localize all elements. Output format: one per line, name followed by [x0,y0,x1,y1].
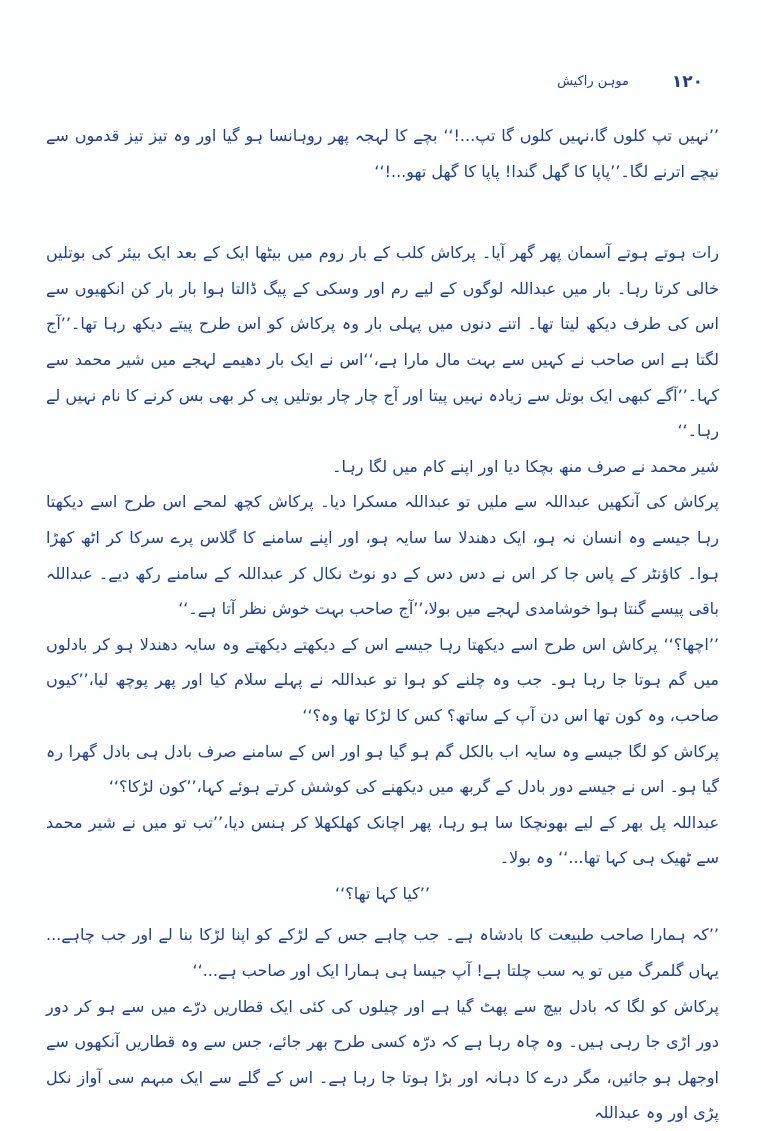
page-header [0,72,761,100]
paragraph-eyes-meet: پرکاش کی آنکھیں عبداللہ سے ملیں تو عبداللہ مسکرا دیا۔ پرکاش کچھ لمحے اس طرح اسے دیکھتا رہا جیسے وہ انسان نہ ہو، ایک دھندلا سا سایہ ہو، اور اپنے سامنے کا گلاس پرے سرکا کر اٹھ کھڑا ہوا۔ کاؤنٹر کے پاس جا کر اس نے دس دس کے دو نوٹ نکال کر عبداللہ کے سامنے رکھ دیے۔ عبداللہ باقی پیسے گنتا ہوا خوشامدی لہجے میں بولا،’’آج صاحب بہت خوش نظر آتا ہے۔‘‘ [46,492,719,619]
page-number: ۱۲۰ [671,72,703,92]
paragraph-sher-mohammad: شیر محمد نے صرف منھ بچکا دیا اور اپنے کام میں لگا رہا۔ [332,456,719,476]
paragraph-bar-room: رات ہوتے ہوتے آسمان پھر گھر آیا۔ پرکاش کلب کے بار روم میں بیٹھا ایک کے بعد ایک بیئر کی بوتلیں خالی کرتا رہا۔ بار میں عبداللہ لوگوں کے لیے رم اور وسکی کے پیگ ڈالتا ہوا بار بار کن انکھیوں سے اس کی طرف دیکھ لیتا تھا۔ اتنے دنوں میں پہلی بار وہ پرکاش کو اس طرح پیتے دیکھ رہا تھا۔’’آج لگتا ہے اس صاحب نے کہیں سے بہت مال مارا ہے،‘‘اس نے ایک بار دھیمے لہجے میں شیر محمد سے کہا۔’’آگے کبھی ایک بوتل سے زیادہ نہیں پیتا اور آج چار چار بوتلیں پی کر بھی بس کرنے کا نام نہیں لے رہا۔‘‘ [46,243,719,441]
section-break [46,189,719,235]
body-text [46,118,719,1131]
paragraph-abdullah-laughs: عبداللہ پل بھر کے لیے بھونچکا سا ہو رہا، پھر اچانک کھلکھلا کر ہنس دیا،’’تب تو میں نے شیر محمد سے ٹھیک ہی کہا تھا...‘‘ وہ بولا۔ [46,812,719,868]
paragraph-who-was-he: ’’اچھا؟‘‘ پرکاش اس طرح اسے دیکھتا رہا جیسے اس کے دیکھتے دیکھتے وہ سایہ دھندلا ہو کر بادلوں میں گم ہوتا جا رہا ہو۔ جب وہ چلنے کو ہوا تو عبداللہ نے پہلے سلام کیا اور پھر پوچھ لیا،’’کیوں صاحب، وہ کون تھا اس دن آپ کے ساتھ؟ کس کا لڑکا تھا وہ؟‘‘ [46,634,719,725]
paragraph-child-exit: ’’نہیں تپ کلوں گا،نہیں کلوں گا تپ...!‘‘ بچے کا لہجہ پھر روہانسا ہو گیا اور وہ تیز تیز قدموں سے نیچے اترنے لگا۔’’پاپا کا گھل گندا! پاپا کا گھل تھو...!‘‘ [46,126,719,181]
paragraph-king-of-temper: ’’کہ ہمارا صاحب طبیعت کا بادشاہ ہے۔ جب چاہے جس کے لڑکے کو اپنا لڑکا بنا لے اور جب چاہے... یہاں گلمرگ میں تو یہ سب چلتا ہے! آپ جیسا ہی ہمارا ایک اور صاحب ہے...‘‘ [46,925,719,981]
paragraph-cloud-torn: پرکاش کو لگا کہ بادل بیچ سے پھٹ گیا ہے اور چیلوں کی کئی ایک قطاریں درّے میں سے ہو کر دور دور اڑی جا رہی ہیں۔ وہ چاہ رہا ہے کہ درّہ کسی طرح بھر جائے، جس سے وہ قطاریں آنکھوں سے اوجھل ہو جائیں، مگر درے کا دہانہ اور بڑا ہوتا جا رہا ہے۔ اس کے گلے سے ایک مبہم سی آواز نکل پڑی اور وہ عبداللہ [46,996,719,1123]
running-head: موہن راکیش [557,74,629,89]
paragraph-shadow-lost: پرکاش کو لگا جیسے وہ سایہ اب بالکل گم ہو گیا ہو اور اس کے سامنے صرف بادل ہی بادل گھرا رہ گیا ہو۔ اس نے جیسے دور بادل کے گربھ میں دیکھنے کی کوشش کرتے ہوئے کہا،’’کون لڑکا؟‘‘ [46,741,719,797]
paragraph-what-said: ’’کیا کہا تھا؟‘‘ [335,883,430,903]
